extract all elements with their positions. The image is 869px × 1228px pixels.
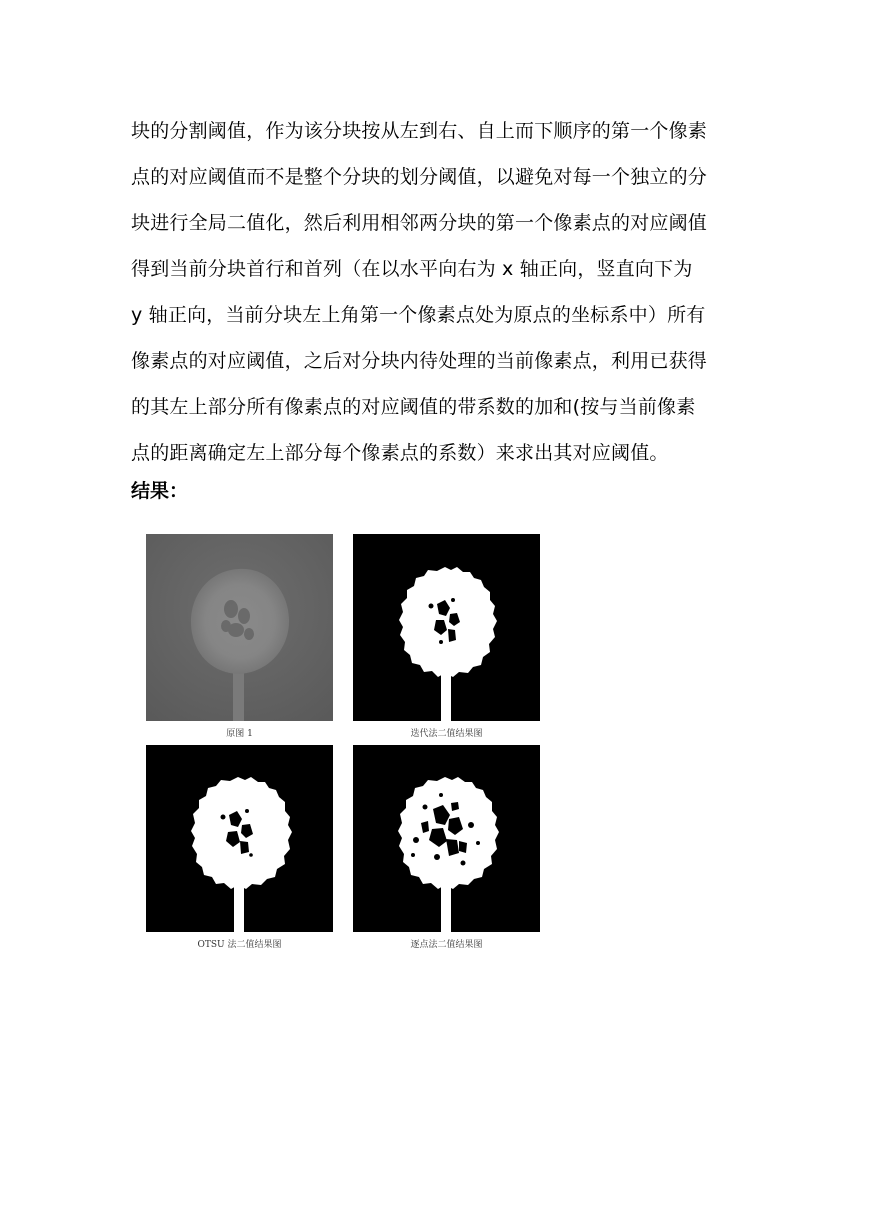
body-paragraph — [131, 108, 743, 476]
paragraph-line: y 轴正向，当前分块左上角第一个像素点处为原点的坐标系中）所有 — [131, 304, 706, 326]
pointwise-result-image — [353, 745, 540, 932]
caption-original: 原图 1 — [226, 729, 253, 739]
caption-otsu: OTSU 法二值结果图 — [197, 940, 282, 950]
paragraph-line: 块进行全局二值化，然后利用相邻两分块的第一个像素点的对应阈值 — [131, 212, 708, 234]
results-figure — [146, 534, 540, 954]
iterative-result-panel — [353, 534, 540, 739]
paragraph-line: 的其左上部分所有像素点的对应阈值的带系数的加和(按与当前像素 — [131, 396, 696, 418]
otsu-result-image — [146, 745, 333, 932]
paragraph-line: 得到当前分块首行和首列（在以水平向右为 x 轴正向，竖直向下为 — [131, 258, 693, 280]
paragraph-line: 点的对应阈值而不是整个分块的划分阈值，以避免对每一个独立的分 — [131, 166, 708, 188]
caption-pointwise: 逐点法二值结果图 — [410, 940, 483, 950]
iterative-result-image — [353, 534, 540, 721]
otsu-result-panel — [146, 745, 333, 950]
original-image-panel — [146, 534, 333, 739]
results-heading: 结果： — [131, 480, 189, 502]
paragraph-line: 像素点的对应阈值，之后对分块内待处理的当前像素点，利用已获得 — [131, 350, 708, 372]
paragraph-line: 点的距离确定左上部分每个像素点的系数）来求出其对应阈值。 — [131, 442, 669, 464]
caption-iterative: 迭代法二值结果图 — [410, 729, 483, 739]
paragraph-line: 块的分割阈值，作为该分块按从左到右、自上而下顺序的第一个像素 — [131, 120, 708, 142]
original-image — [146, 534, 333, 721]
pointwise-result-panel — [353, 745, 540, 950]
